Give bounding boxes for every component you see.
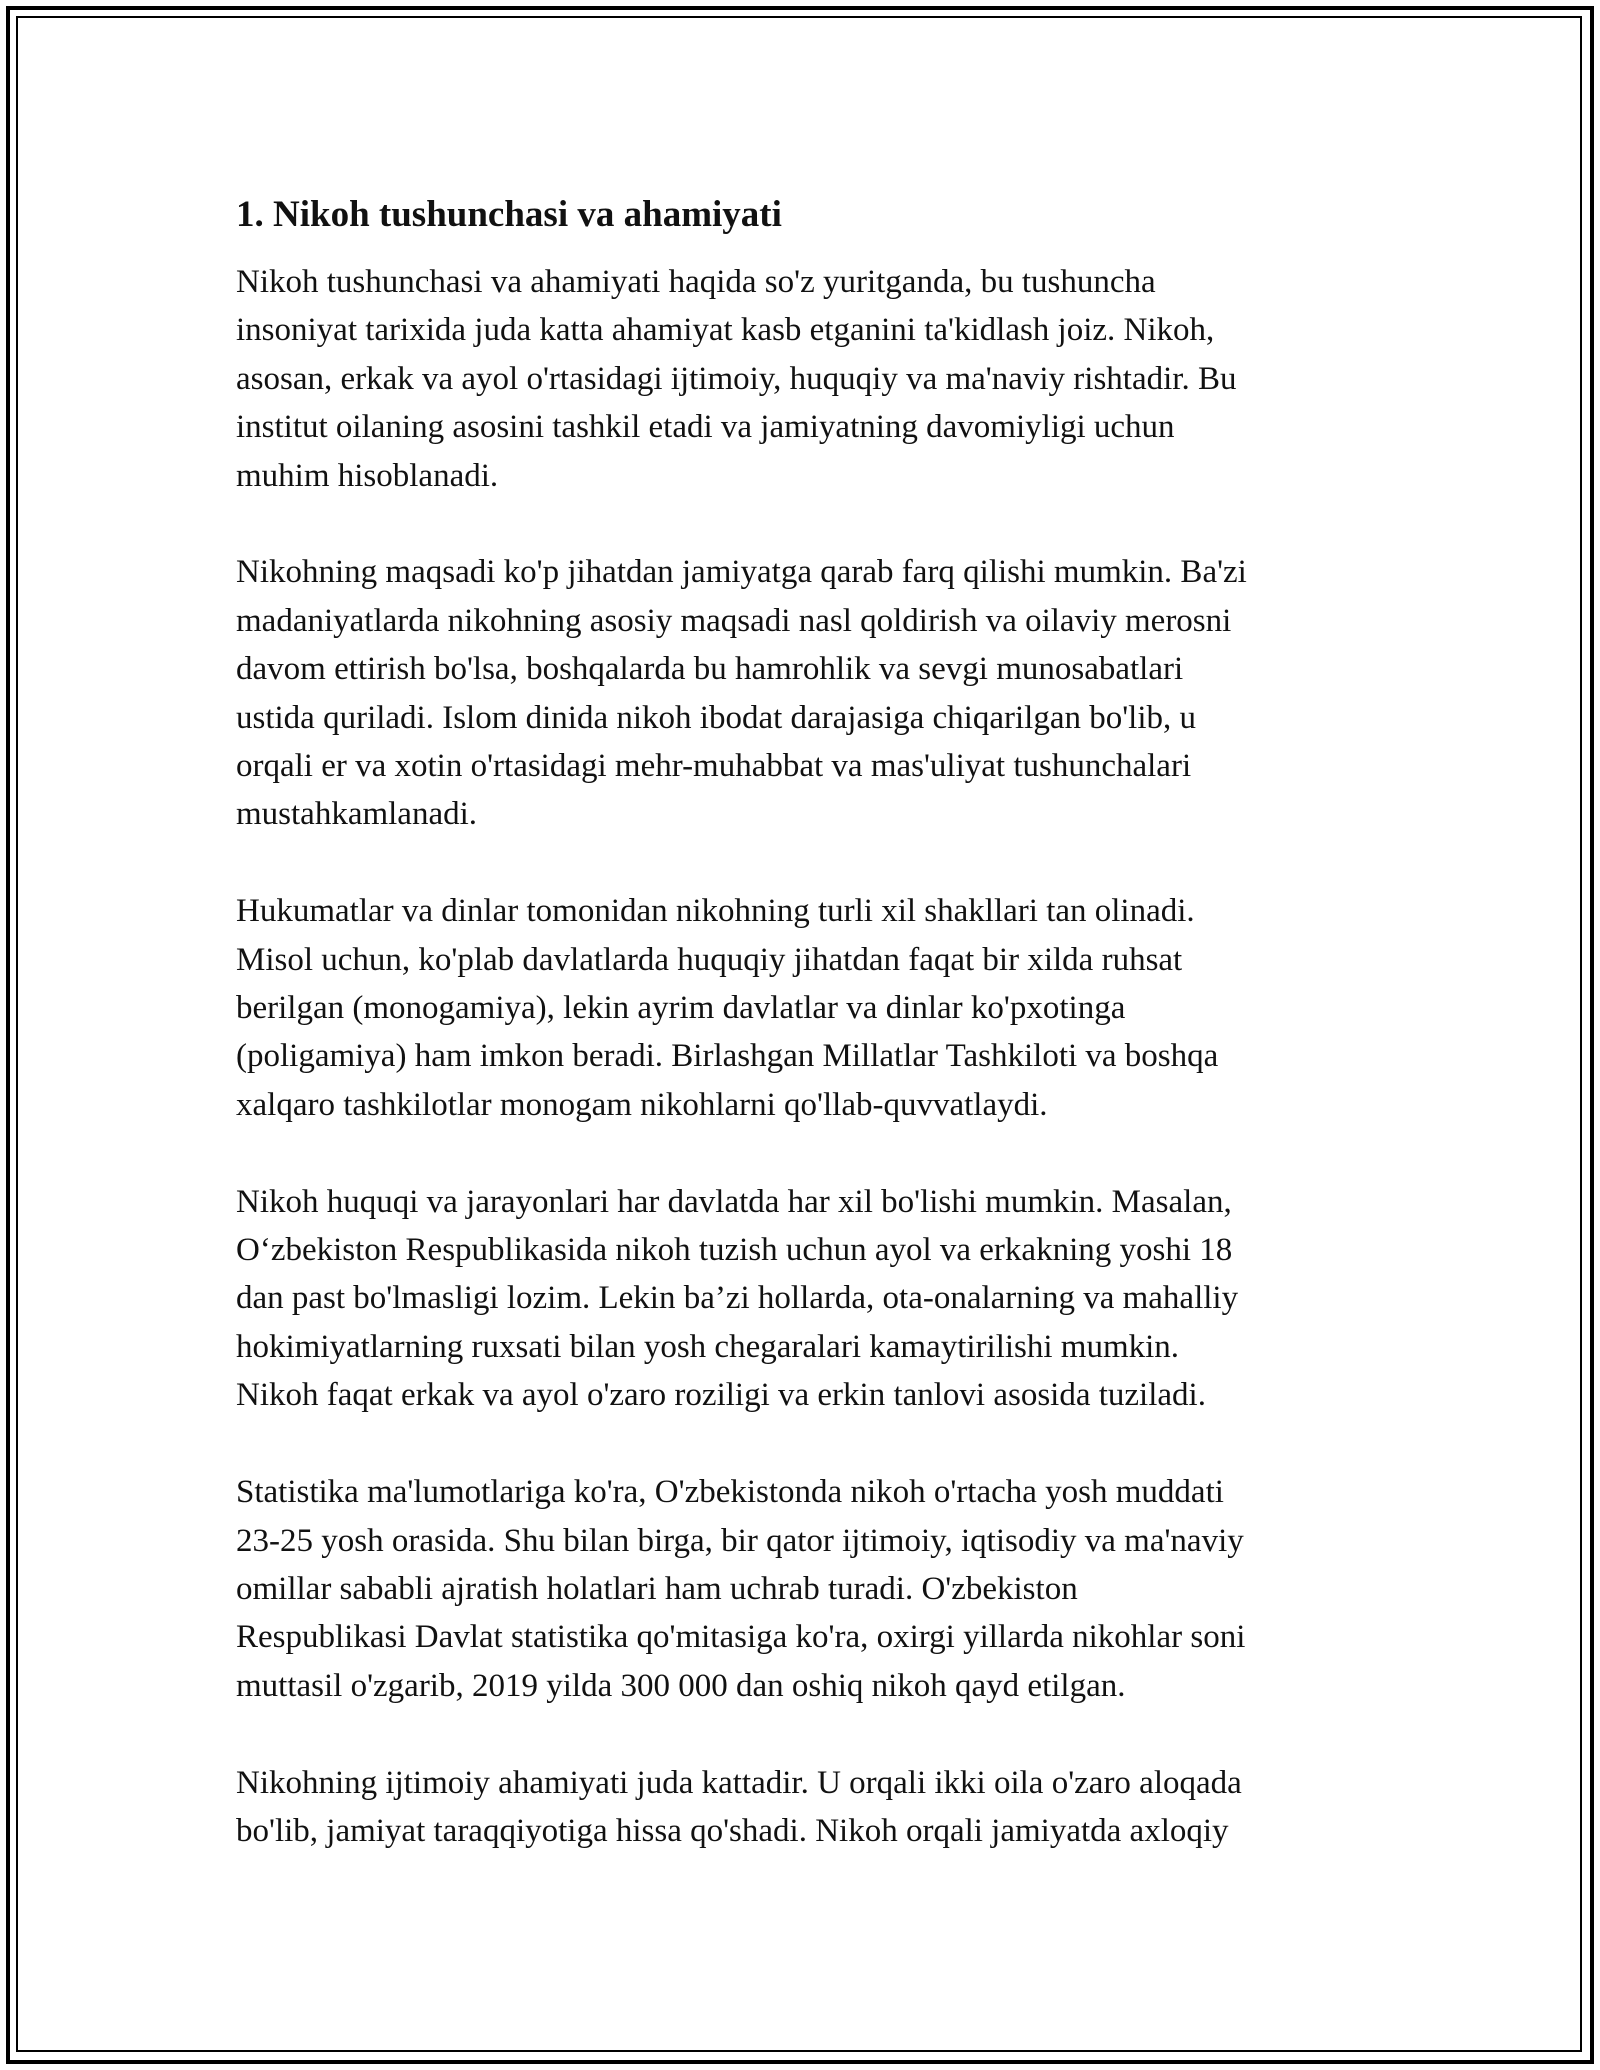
paragraph: [236, 1468, 1376, 1710]
paragraph-line: O‘zbekiston Respublikasida nikoh tuzish uchun ayol va erkakning yoshi 18: [236, 1232, 1233, 1269]
paragraph-line: Misol uchun, ko'plab davlatlarda huquqiy jihatdan faqat bir xilda ruhsat: [236, 941, 1183, 978]
paragraph-line: bo'lib, jamiyat taraqqiyotiga hissa qo'shadi. Nikoh orqali jamiyatda axloqiy: [236, 1812, 1229, 1849]
paragraph-line: Respublikasi Davlat statistika qo'mitasiga ko'ra, oxirgi yillarda nikohlar soni: [236, 1619, 1246, 1656]
document-body: [236, 186, 1376, 1904]
paragraph-line: Nikoh huquqi va jarayonlari har davlatda har xil bo'lishi mumkin. Masalan,: [236, 1183, 1232, 1220]
paragraph-line: 23-25 yosh orasida. Shu bilan birga, bir qator ijtimoiy, iqtisodiy va ma'naviy: [236, 1522, 1244, 1559]
paragraph-line: hokimiyatlarning ruxsati bilan yosh chegaralari kamaytirilishi mumkin.: [236, 1328, 1180, 1365]
paragraph-line: Nikoh faqat erkak va ayol o'zaro roziligi va erkin tanlovi asosida tuziladi.: [236, 1377, 1206, 1414]
paragraph-line: berilgan (monogamiya), lekin ayrim davlatlar va dinlar ko'pxotinga: [236, 990, 1126, 1027]
paragraph-line: Statistika ma'lumotlariga ko'ra, O'zbekistonda nikoh o'rtacha yosh muddati: [236, 1474, 1224, 1511]
paragraph-line: Nikoh tushunchasi va ahamiyati haqida so'z yuritganda, bu tushuncha: [236, 264, 1156, 300]
paragraph-line: madaniyatlarda nikohning asosiy maqsadi nasl qoldirish va oilaviy merosni: [236, 602, 1232, 639]
paragraph-line: institut oilaning asosini tashkil etadi va jamiyatning davomiyligi uchun: [236, 409, 1175, 446]
paragraph-list: [236, 258, 1376, 1855]
paragraph: [236, 548, 1376, 838]
paragraph-line: mustahkamlanadi.: [236, 796, 478, 833]
paragraph: [236, 1178, 1376, 1420]
paragraph-line: muhim hisoblanadi.: [236, 457, 499, 494]
paragraph-line: insoniyat tarixida juda katta ahamiyat kasb etganini ta'kidlash joiz. Nikoh,: [236, 312, 1215, 349]
paragraph-line: omillar sababli ajratish holatlari ham uchrab turadi. O'zbekiston: [236, 1570, 1078, 1607]
paragraph-line: Hukumatlar va dinlar tomonidan nikohning turli xil shakllari tan olinadi.: [236, 893, 1195, 930]
paragraph: [236, 887, 1376, 1129]
paragraph-line: ustida quriladi. Islom dinida nikoh ibodat darajasiga chiqarilgan bo'lib, u: [236, 699, 1196, 736]
paragraph-line: orqali er va xotin o'rtasidagi mehr-muhabbat va mas'uliyat tushunchalari: [236, 748, 1192, 785]
paragraph: [236, 1759, 1376, 1856]
section-heading: 1. Nikoh tushunchasi va ahamiyati: [236, 194, 782, 235]
paragraph-line: xalqaro tashkilotlar monogam nikohlarni qo'llab-quvvatlaydi.: [236, 1086, 1048, 1123]
paragraph-line: (poligamiya) ham imkon beradi. Birlashgan Millatlar Tashkiloti va boshqa: [236, 1038, 1219, 1075]
paragraph: [236, 258, 1376, 500]
paragraph-line: dan past bo'lmasligi lozim. Lekin ba’zi hollarda, ota-onalarning va mahalliy: [236, 1280, 1239, 1317]
paragraph-line: muttasil o'zgarib, 2019 yilda 300 000 dan oshiq nikoh qayd etilgan.: [236, 1667, 1126, 1704]
paragraph-line: asosan, erkak va ayol o'rtasidagi ijtimoiy, huquqiy va ma'naviy rishtadir. Bu: [236, 360, 1237, 397]
paragraph-line: Nikohning ijtimoiy ahamiyati juda kattadir. U orqali ikki oila o'zaro aloqada: [236, 1764, 1242, 1801]
paragraph-line: davom ettirish bo'lsa, boshqalarda bu hamrohlik va sevgi munosabatlari: [236, 651, 1184, 688]
paragraph-line: Nikohning maqsadi ko'p jihatdan jamiyatga qarab farq qilishi mumkin. Ba'zi: [236, 554, 1247, 591]
